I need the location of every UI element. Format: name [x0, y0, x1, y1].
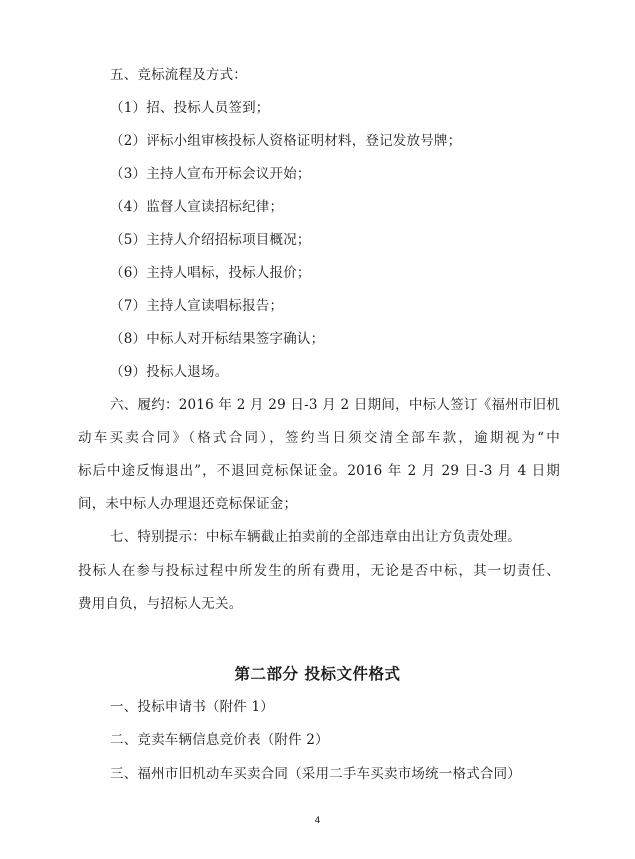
procedure-step: （6）主持人唱标，投标人报价； [110, 265, 311, 281]
bid-document-item: 二、竞卖车辆信息竞价表（附件 2） [110, 732, 329, 748]
page-number: 4 [314, 816, 321, 826]
special-notice-line: 七、特别提示：中标车辆截止拍卖前的全部违章由出让方负责处理。 [110, 529, 521, 545]
procedure-step: （7）主持人宣读唱标报告； [110, 298, 284, 314]
contract-paragraph-line: 动车买卖合同》（格式合同），签约当日须交清全部车款，逾期视为“中 [78, 430, 560, 446]
contract-paragraph-line: 六、履约：2016 年 2 月 29 日-3 月 2 日期间，中标人签订《福州市旧机 [110, 397, 560, 413]
contract-paragraph-line: 间，未中标人办理退还竞标保证金； [78, 496, 298, 512]
procedure-step: （1）招、投标人员签到； [110, 100, 270, 116]
special-notice-line: 投标人在参与投标过程中所发生的所有费用，无论是否中标，其一切责任、 [78, 563, 560, 579]
special-notice-line: 费用自负，与招标人无关。 [78, 596, 243, 612]
contract-paragraph-line: 标后中途反悔退出”，不退回竞标保证金。2016 年 2 月 29 日-3 月 4 日期 [78, 463, 560, 479]
bid-document-item: 三、福州市旧机动车买卖合同（采用二手车买卖市场统一格式合同） [110, 766, 521, 782]
procedure-step: （2）评标小组审核投标人资格证明材料，登记发放号牌； [110, 133, 462, 149]
procedure-step: （8）中标人对开标结果签字确认； [110, 331, 325, 347]
section-5-title: 五、竞标流程及方式： [110, 67, 247, 83]
bid-document-item: 一、投标申请书（附件 1） [110, 699, 274, 715]
procedure-step: （3）主持人宣布开标会议开始； [110, 166, 311, 182]
procedure-step: （5）主持人介绍招标项目概况； [110, 232, 311, 248]
part-two-heading: 第二部分 投标文件格式 [234, 664, 401, 683]
procedure-step: （9）投标人退场。 [110, 364, 229, 380]
procedure-step: （4）监督人宣读招标纪律； [110, 199, 284, 215]
